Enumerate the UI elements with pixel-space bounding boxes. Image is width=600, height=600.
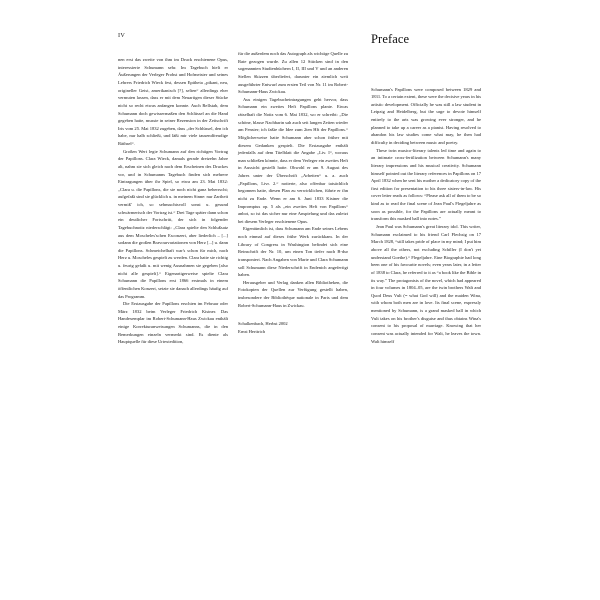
page-folio: IV — [118, 32, 126, 39]
paragraph: These twin musico-literary talents led time and again to an intimate cross-fertilization between Schumann's many literary impressions and his musical creativity. Schumann himself pointed out the literary references in Papillons on 17 April 1832 when he sent his mother a dedicatory copy of the first edition for presentation to his three sisters-in-law. His cover letter reads as follows: “Please ask all of them to be so kind as to read the final scene of Jean Paul's Flegeljahre as soon as possible, for the Papillons are actually meant to transform this masked ball into notes.” — [371, 147, 481, 222]
page-content-columns — [118, 33, 580, 563]
paragraph: Herausgeber und Verlag danken allen Bibliotheken, die Fotokopien der Quellen zur Verfügung gestellt haben, insbesondere der Bibliothèque nationale in Paris und dem Robert-Schumann-Haus in Zwickau. — [238, 279, 348, 308]
column-top-spacer — [238, 33, 348, 50]
paragraph: für die außerdem noch das Autograph als wichtige Quelle zu Rate gezogen wurde. Zu allen 12 Stücken sind in den sogenannten Studienbüchern I, II, III und V und an anderen Stellen Skizzen überliefert, darunter ein ziemlich weit ausgeführter Entwurf zum ersten Teil von Nr. 11 im Robert-Schumann-Haus Zwickau. — [238, 51, 348, 95]
english-preface-column — [371, 33, 481, 345]
paragraph: nen erst das zweite von ihm im Druck erschienene Opus, interessierte Schumann sehr. Im Tagebuch hielt er Äußerungen der Verleger Probst und Hofmeister und seines Lehrers Friedrich Wieck fest, dessen Epitheta „pikant, neu, origineller Geist, amerikanisch [?], selten“ allerdings eher vermuten lassen, dass er mit dem Neuartigen dieser Stücke nicht so recht etwas anfangen konnte. Auch Rellstab, dem Schumann doch gewissermaßen den Schlüssel an die Hand gegeben hatte, musste in seiner Rezension in der Zeitschrift Iris vom 25. Mai 1832 zugeben, dass „der Schlüssel, den ich habe, nur halb schließt, und läßt mir viele tausendfreudige Räthsel“. — [118, 57, 228, 147]
preface-heading: Preface — [371, 32, 410, 46]
paragraph: Aus einigen Tagebucheintragungen geht hervor, dass Schumann ein zweites Heft Papillons plante. Etwas rätselhaft die Notiz vom 6. Mai 1832, wo er schreibt: „Die schöne, blasse Nachbarin sah auch seit langen Zeiten wieder am Fenster; ich faßte die Idee zum 2ten Hft der Papillons.“ Möglicherweise hatte Schumann aber schon früher mit diesem Gedanken gespielt. Die Erstausgabe enthält jedenfalls auf dem Titelblatt die Angabe „Liv. I“, woraus man schließen könnte, dass er dem Verleger ein zweites Heft in Aussicht gestellt hatte. Obwohl er am 9. August des Jahres unter der Überschrift „Arbeiten“ u. a. auch „Papillons, Livr. 2.“ notierte, also offenbar tatsächlich begonnen hatte, diesen Plan zu verwirklichen, führte er ihn nicht zu Ende. Wenn er am 6. Juni 1833 Kistner die Impromptus op. 5 als „ein zweites Heft von Papillons“ anbot, so ist das sicher nur eine Anspielung und das zuletzt bei diesem Verleger erschienene Opus. — [238, 96, 348, 224]
paragraph: Eigentümlich ist, dass Schumann am Ende seines Lebens noch einmal auf dieses frühe Werk zurückkam. In der Library of Congress in Washington befindet sich eine Reinschrift der Nr. 10, um einen Ton tiefer nach B-dur transponiert. Nach Angaben von Marie und Clara Schumann soll Schumann diese Niederschrift in Endenich angefertigt haben. — [238, 226, 348, 278]
paragraph: Jean Paul was Schumann's great literary idol. This writer, Schumann exclaimed to his friend Carl Flechsig on 17 March 1828, “still takes pride of place in my mind; I put him above all the others, not excluding Schiller (I don't yet understand Goethe).“ Flegeljahre. Eine Biographie had long been one of his favourite novels; even years later, in a letter of 1838 to Clara, he referred to it as “a book like the Bible in its way.” The protagonists of the novel, which had appeared in four volumes in 1804–05, are the twin brothers Walt and Quod Deus Vult (= what God will) and the maiden Wina, with whom both men are in love. Its final scene, expressly mentioned by Schumann, is a grand masked ball in which Vult takes on his brother's disguise and thus obtains Wina's consent to his proposal of marriage. Knowing that her consent was actually intended for Walt, he leaves the town. Walt himself — [371, 224, 481, 344]
paragraph: Die Erstausgabe der Papillons erschien im Februar oder März 1832 beim Verleger Friedrich Kistner. Das Handexemplar im Robert-Schumann-Haus Zwickau enthält einige Korrekturanweisungen Schumanns, die in den Bemerkungen einzeln vermerkt sind. Es diente als Hauptquelle für diese Urtextedition, — [118, 301, 228, 345]
signature-editor-name: Ernst Herttrich — [238, 328, 266, 334]
paragraph: Großen Wert legte Schumann auf den richtigen Vortrag der Papillons. Clara Wieck, damals gerade dreizehn Jahre alt, nahm sie sich gleich nach dem Erscheinen des Druckes vor, und in Schumanns Tagebuch finden sich mehrere Eintragungen über ihr Spiel, so etwa am 23. Mai 1832: „Clara u. die Papillons, die sie noch nicht ganz beherrscht; aufgefaßt sind sie glücklich u. in meinem Sinne: nur Zartheit vermiß' ich, so sehnsuchtsvoll sonst u. gesund schwärmerisch der Vortrag ist.“ Drei Tage später dann schon ein deutlicher Fortschritt, der sich in folgender Tagebuchnotiz niederschlägt: „Clara spielte den Schlußsatz aus dem Moscheles'schen Esconzert, aber liederlich – [...] sodann die großen Bravourvariationen von Herz [...] u. dann die Papillons. Schmeichelhaft war's schon für mich, nach Herz u. Moscheles gespielt zu werden. Clara hatte sie richtig u. feurig gefaßt u. mit wenig Ausnahmen sie gegeben [also nicht alle gespielt].“ Eigenartigerweise spielte Clara Schumann die Papillons erst 1866 erstmals in einem öffentlichen Konzert, setzte sie danach allerdings häufig auf das Programm. — [118, 148, 228, 299]
editor-signature — [238, 320, 348, 335]
german-column-2 — [238, 33, 348, 336]
paragraph: Schumann's Papillons were composed between 1829 and 1831. To a certain extent, these were the decisive years in his artistic development. Officially he was still a law student in Leipzig and Heidelberg, but the urge to devote himself entirely to the arts was growing ever stronger, and he planned to take up a career as a pianist. Having resolved to abandon his law studies come what may, he then had difficulty in deciding between music and poetry. — [371, 86, 481, 145]
german-column-1 — [118, 33, 228, 346]
signature-place-date: Schalkenbach, Herbst 2002 — [238, 321, 288, 327]
